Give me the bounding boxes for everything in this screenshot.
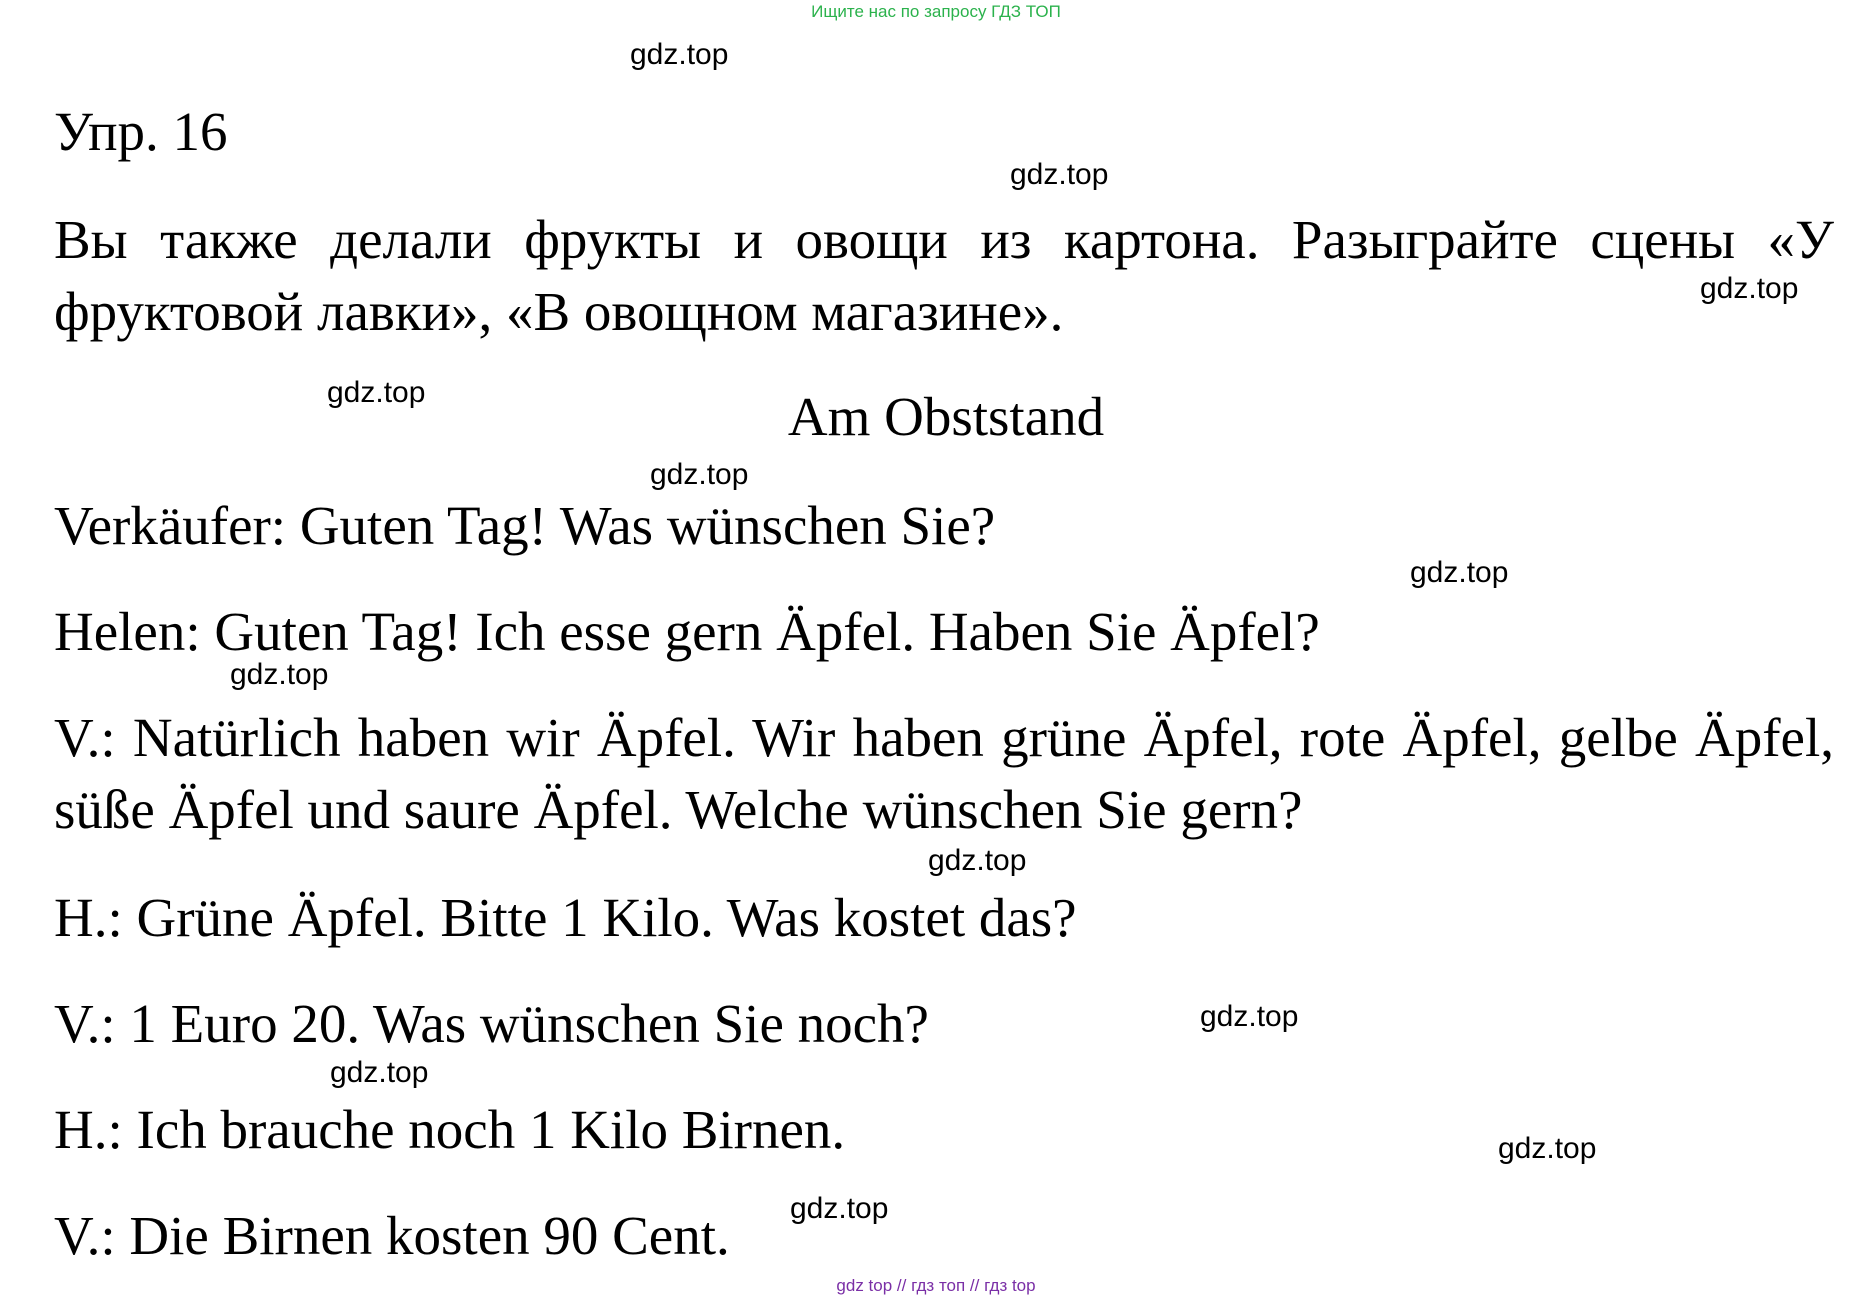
dialog-line: H.: Grüne Äpfel. Bitte 1 Kilo. Was kostet das?	[54, 887, 1077, 948]
watermark: gdz.top	[650, 458, 749, 491]
dialog-line: V.: Natürlich haben wir Äpfel. Wir haben grüne Äpfel, rote Äpfel, gelbe Äpfel, süße Äpfel und saure Äpfel. Welche wünschen Sie gern?	[54, 707, 1834, 840]
watermark: gdz.top	[1200, 1000, 1299, 1033]
watermark: gdz.top	[630, 38, 729, 71]
dialog-title: Am Obststand	[787, 386, 1105, 447]
watermark: gdz.top	[790, 1192, 889, 1225]
top-banner: Ищите нас по запросу ГДЗ ТОП	[811, 2, 1061, 21]
dialog-line: Verkäufer: Guten Tag! Was wünschen Sie?	[54, 495, 996, 556]
watermark: gdz.top	[230, 658, 329, 691]
dialog-line: V.: Die Birnen kosten 90 Cent.	[54, 1205, 730, 1266]
watermark: gdz.top	[327, 376, 426, 409]
watermark: gdz.top	[330, 1056, 429, 1089]
watermark: gdz.top	[1700, 272, 1799, 305]
dialog-line: Helen: Guten Tag! Ich esse gern Äpfel. Haben Sie Äpfel?	[54, 601, 1320, 662]
watermark: gdz.top	[1498, 1132, 1597, 1165]
task-text: Вы также делали фрукты и овощи из картона. Разыграйте сцены «У фруктовой лавки», «В овощном магазине».	[54, 209, 1834, 342]
watermark: gdz.top	[1010, 158, 1109, 191]
watermark: gdz.top	[1410, 556, 1509, 589]
exercise-label: Упр. 16	[54, 101, 228, 162]
dialog-line: V.: 1 Euro 20. Was wünschen Sie noch?	[54, 993, 929, 1054]
footer: gdz top // гдз топ // гдз top	[836, 1276, 1036, 1295]
dialog-line: H.: Ich brauche noch 1 Kilo Birnen.	[54, 1099, 846, 1160]
watermark: gdz.top	[928, 844, 1027, 877]
